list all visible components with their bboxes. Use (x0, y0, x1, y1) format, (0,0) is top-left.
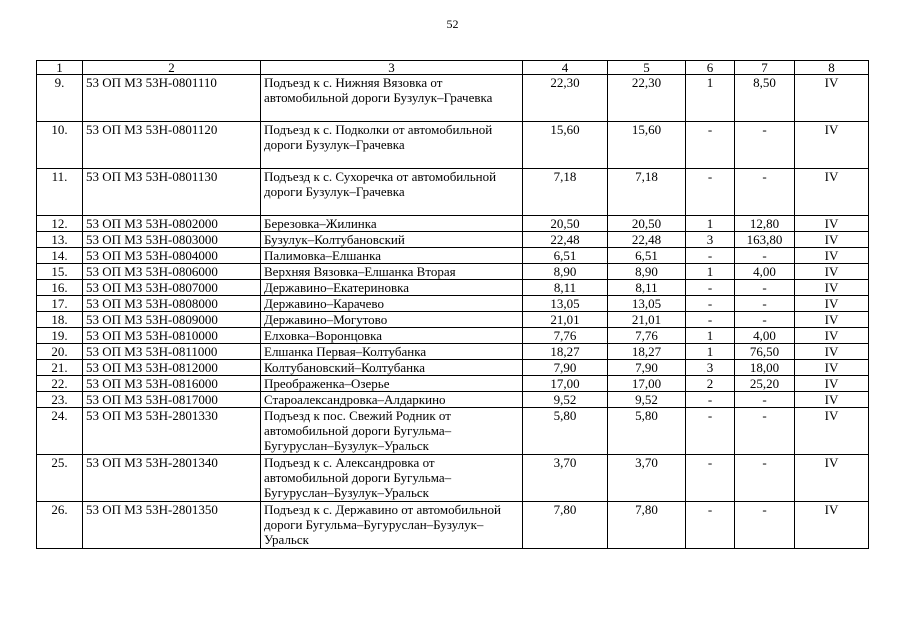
table-header-row (37, 61, 869, 75)
category-cell: IV (795, 122, 869, 169)
length-total-cell: 20,50 (523, 216, 608, 232)
row-number-cell: 25. (37, 455, 83, 502)
road-code-cell: 53 ОП МЗ 53Н-0816000 (83, 376, 261, 392)
table-row (37, 169, 869, 216)
bridges-count-cell: 1 (686, 75, 735, 122)
length-total-cell: 7,80 (523, 502, 608, 549)
table-row (37, 392, 869, 408)
table-row (37, 360, 869, 376)
bridges-length-cell: - (735, 122, 795, 169)
category-cell: IV (795, 328, 869, 344)
road-code-cell: 53 ОП МЗ 53Н-0808000 (83, 296, 261, 312)
road-name-cell: Бузулук–Колтубановский (261, 232, 523, 248)
bridges-count-cell: - (686, 248, 735, 264)
length-total-cell: 8,11 (523, 280, 608, 296)
length-paved-cell: 5,80 (608, 408, 686, 455)
category-cell: IV (795, 392, 869, 408)
road-code-cell: 53 ОП МЗ 53Н-0801110 (83, 75, 261, 122)
table-body (37, 75, 869, 549)
row-number-cell: 13. (37, 232, 83, 248)
road-name-cell: Елховка–Воронцовка (261, 328, 523, 344)
length-total-cell: 7,90 (523, 360, 608, 376)
length-paved-cell: 6,51 (608, 248, 686, 264)
category-cell: IV (795, 75, 869, 122)
table-row (37, 328, 869, 344)
row-number-cell: 20. (37, 344, 83, 360)
bridges-length-cell: 25,20 (735, 376, 795, 392)
bridges-length-cell: 18,00 (735, 360, 795, 376)
bridges-count-cell: 3 (686, 360, 735, 376)
bridges-count-cell: - (686, 122, 735, 169)
roads-table (36, 60, 869, 549)
category-cell: IV (795, 280, 869, 296)
column-header: 7 (735, 61, 795, 75)
table-row (37, 232, 869, 248)
category-cell: IV (795, 360, 869, 376)
road-name-cell: Березовка–Жилинка (261, 216, 523, 232)
bridges-length-cell: - (735, 502, 795, 549)
length-paved-cell: 22,30 (608, 75, 686, 122)
road-name-cell: Державино–Могутово (261, 312, 523, 328)
length-total-cell: 9,52 (523, 392, 608, 408)
column-header: 3 (261, 61, 523, 75)
road-code-cell: 53 ОП МЗ 53Н-2801340 (83, 455, 261, 502)
row-number-cell: 22. (37, 376, 83, 392)
category-cell: IV (795, 169, 869, 216)
length-total-cell: 7,76 (523, 328, 608, 344)
table-row (37, 248, 869, 264)
bridges-length-cell: 4,00 (735, 264, 795, 280)
bridges-count-cell: - (686, 312, 735, 328)
length-total-cell: 22,30 (523, 75, 608, 122)
bridges-length-cell: - (735, 408, 795, 455)
row-number-cell: 23. (37, 392, 83, 408)
table-row (37, 122, 869, 169)
road-name-cell: Верхняя Вязовка–Елшанка Вторая (261, 264, 523, 280)
row-number-cell: 16. (37, 280, 83, 296)
length-paved-cell: 8,90 (608, 264, 686, 280)
road-code-cell: 53 ОП МЗ 53Н-0801130 (83, 169, 261, 216)
category-cell: IV (795, 296, 869, 312)
category-cell: IV (795, 248, 869, 264)
bridges-length-cell: - (735, 248, 795, 264)
road-name-cell: Подъезд к с. Сухоречка от автомобильной дороги Бузулук–Грачевка (261, 169, 523, 216)
table-row (37, 280, 869, 296)
road-name-cell: Подъезд к с. Державино от автомобильной дороги Бугульма–Бугуруслан–Бузулук–Уральск (261, 502, 523, 549)
road-code-cell: 53 ОП МЗ 53Н-0807000 (83, 280, 261, 296)
column-header: 5 (608, 61, 686, 75)
row-number-cell: 19. (37, 328, 83, 344)
bridges-length-cell: - (735, 296, 795, 312)
length-total-cell: 6,51 (523, 248, 608, 264)
bridges-length-cell: 76,50 (735, 344, 795, 360)
row-number-cell: 17. (37, 296, 83, 312)
road-name-cell: Палимовка–Елшанка (261, 248, 523, 264)
bridges-count-cell: 3 (686, 232, 735, 248)
table-row (37, 408, 869, 455)
bridges-count-cell: - (686, 280, 735, 296)
row-number-cell: 18. (37, 312, 83, 328)
bridges-count-cell: - (686, 502, 735, 549)
length-paved-cell: 7,18 (608, 169, 686, 216)
row-number-cell: 10. (37, 122, 83, 169)
road-name-cell: Преображенка–Озерье (261, 376, 523, 392)
bridges-length-cell: - (735, 455, 795, 502)
road-code-cell: 53 ОП МЗ 53Н-0801120 (83, 122, 261, 169)
bridges-count-cell: 1 (686, 264, 735, 280)
column-header: 6 (686, 61, 735, 75)
road-name-cell: Державино–Екатериновка (261, 280, 523, 296)
length-paved-cell: 17,00 (608, 376, 686, 392)
road-code-cell: 53 ОП МЗ 53Н-2801350 (83, 502, 261, 549)
category-cell: IV (795, 312, 869, 328)
bridges-length-cell: - (735, 312, 795, 328)
category-cell: IV (795, 264, 869, 280)
length-total-cell: 5,80 (523, 408, 608, 455)
bridges-length-cell: 12,80 (735, 216, 795, 232)
road-code-cell: 53 ОП МЗ 53Н-0817000 (83, 392, 261, 408)
length-total-cell: 15,60 (523, 122, 608, 169)
road-code-cell: 53 ОП МЗ 53Н-0810000 (83, 328, 261, 344)
row-number-cell: 15. (37, 264, 83, 280)
category-cell: IV (795, 455, 869, 502)
column-header: 4 (523, 61, 608, 75)
length-total-cell: 17,00 (523, 376, 608, 392)
category-cell: IV (795, 232, 869, 248)
category-cell: IV (795, 344, 869, 360)
length-paved-cell: 13,05 (608, 296, 686, 312)
bridges-length-cell: - (735, 392, 795, 408)
road-code-cell: 53 ОП МЗ 53Н-2801330 (83, 408, 261, 455)
row-number-cell: 9. (37, 75, 83, 122)
bridges-count-cell: - (686, 296, 735, 312)
road-name-cell: Елшанка Первая–Колтубанка (261, 344, 523, 360)
road-name-cell: Подъезд к с. Подколки от автомобильной дороги Бузулук–Грачевка (261, 122, 523, 169)
length-paved-cell: 8,11 (608, 280, 686, 296)
table-row (37, 264, 869, 280)
category-cell: IV (795, 216, 869, 232)
bridges-count-cell: - (686, 392, 735, 408)
length-paved-cell: 18,27 (608, 344, 686, 360)
row-number-cell: 14. (37, 248, 83, 264)
bridges-length-cell: - (735, 169, 795, 216)
length-paved-cell: 7,90 (608, 360, 686, 376)
road-name-cell: Подъезд к с. Александровка от автомобильной дороги Бугульма–Бугуруслан–Бузулук–Уральск (261, 455, 523, 502)
bridges-count-cell: - (686, 408, 735, 455)
table-row (37, 312, 869, 328)
column-header: 1 (37, 61, 83, 75)
length-total-cell: 21,01 (523, 312, 608, 328)
bridges-count-cell: 1 (686, 216, 735, 232)
length-total-cell: 22,48 (523, 232, 608, 248)
row-number-cell: 24. (37, 408, 83, 455)
road-name-cell: Староалександровка–Алдаркино (261, 392, 523, 408)
table-row (37, 502, 869, 549)
page-number: 52 (446, 17, 459, 31)
length-paved-cell: 7,80 (608, 502, 686, 549)
road-name-cell: Подъезд к пос. Свежий Родник от автомобильной дороги Бугульма–Бугуруслан–Бузулук–Уральск (261, 408, 523, 455)
road-code-cell: 53 ОП МЗ 53Н-0804000 (83, 248, 261, 264)
column-header: 2 (83, 61, 261, 75)
bridges-length-cell: 4,00 (735, 328, 795, 344)
road-name-cell: Колтубановский–Колтубанка (261, 360, 523, 376)
category-cell: IV (795, 408, 869, 455)
bridges-count-cell: 2 (686, 376, 735, 392)
length-paved-cell: 20,50 (608, 216, 686, 232)
row-number-cell: 21. (37, 360, 83, 376)
length-total-cell: 18,27 (523, 344, 608, 360)
road-name-cell: Державино–Карачево (261, 296, 523, 312)
bridges-length-cell: 8,50 (735, 75, 795, 122)
length-paved-cell: 3,70 (608, 455, 686, 502)
road-code-cell: 53 ОП МЗ 53Н-0806000 (83, 264, 261, 280)
table-row (37, 296, 869, 312)
length-paved-cell: 21,01 (608, 312, 686, 328)
road-code-cell: 53 ОП МЗ 53Н-0802000 (83, 216, 261, 232)
bridges-length-cell: - (735, 280, 795, 296)
table-row (37, 216, 869, 232)
length-total-cell: 8,90 (523, 264, 608, 280)
road-code-cell: 53 ОП МЗ 53Н-0812000 (83, 360, 261, 376)
length-paved-cell: 22,48 (608, 232, 686, 248)
road-code-cell: 53 ОП МЗ 53Н-0803000 (83, 232, 261, 248)
table-row (37, 344, 869, 360)
road-code-cell: 53 ОП МЗ 53Н-0811000 (83, 344, 261, 360)
road-code-cell: 53 ОП МЗ 53Н-0809000 (83, 312, 261, 328)
bridges-count-cell: 1 (686, 344, 735, 360)
row-number-cell: 12. (37, 216, 83, 232)
bridges-count-cell: - (686, 455, 735, 502)
length-paved-cell: 15,60 (608, 122, 686, 169)
row-number-cell: 26. (37, 502, 83, 549)
length-total-cell: 13,05 (523, 296, 608, 312)
table-row (37, 75, 869, 122)
length-paved-cell: 9,52 (608, 392, 686, 408)
bridges-count-cell: - (686, 169, 735, 216)
column-header: 8 (795, 61, 869, 75)
length-paved-cell: 7,76 (608, 328, 686, 344)
category-cell: IV (795, 502, 869, 549)
bridges-count-cell: 1 (686, 328, 735, 344)
bridges-length-cell: 163,80 (735, 232, 795, 248)
table-row (37, 376, 869, 392)
table-row (37, 455, 869, 502)
length-total-cell: 7,18 (523, 169, 608, 216)
row-number-cell: 11. (37, 169, 83, 216)
road-name-cell: Подъезд к с. Нижняя Вязовка от автомобильной дороги Бузулук–Грачевка (261, 75, 523, 122)
category-cell: IV (795, 376, 869, 392)
length-total-cell: 3,70 (523, 455, 608, 502)
